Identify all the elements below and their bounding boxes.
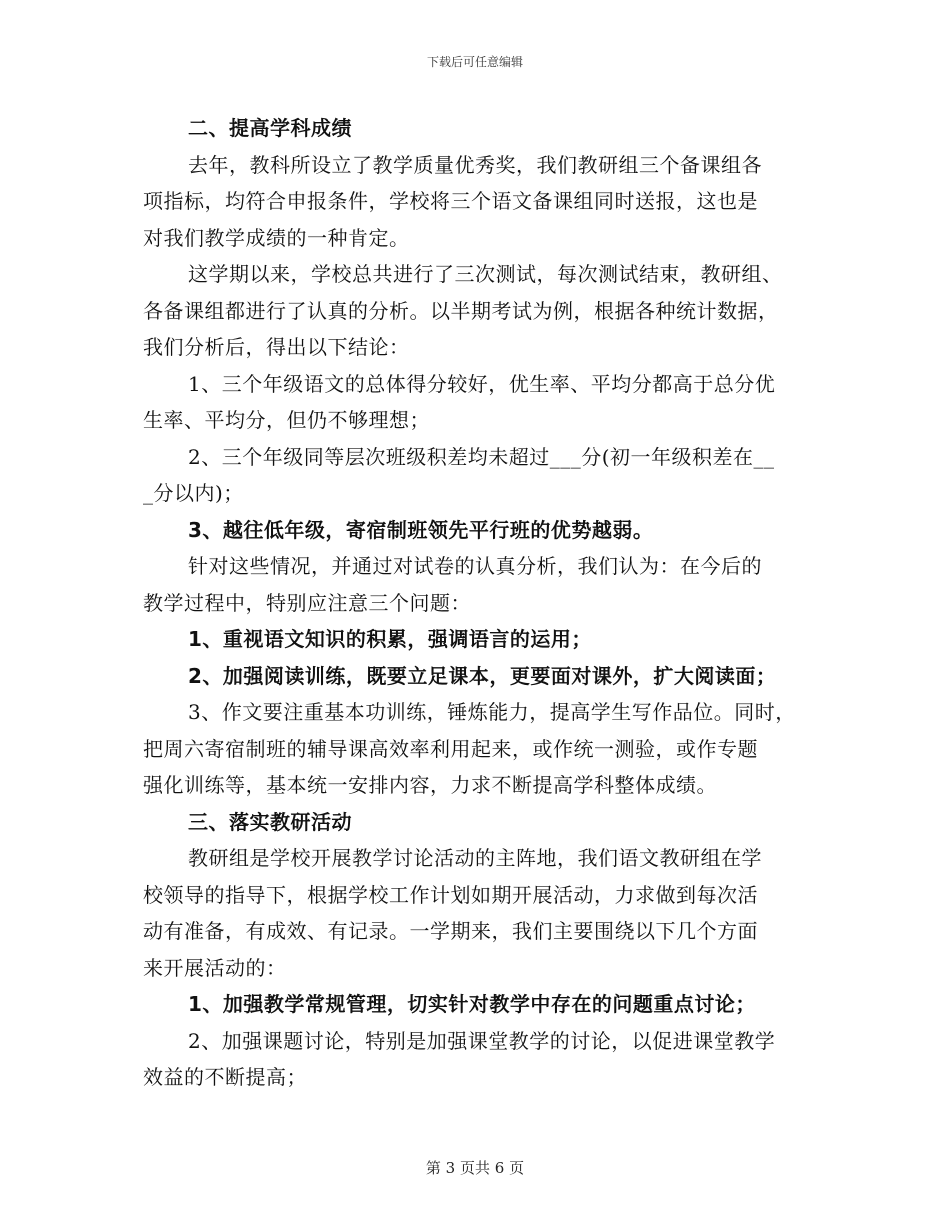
list-item-line: 把周六寄宿制班的辅导课高效率利用起来，或作统一测验，或作专题 xyxy=(143,736,758,761)
paragraph-line: 我们分析后，得出以下结论： xyxy=(143,335,410,359)
section-heading: 二、提高学科成绩 xyxy=(188,116,352,140)
paragraph-line: 针对这些情况，并通过对试卷的认真分析，我们认为：在今后的 xyxy=(188,554,762,578)
list-item-line-bold: 2、加强阅读训练，既要立足课本，更要面对课外，扩大阅读面； xyxy=(188,663,777,688)
list-item-line: 效益的不断提高； xyxy=(143,1065,307,1089)
list-item-line: 3、作文要注重基本功训练，锤炼能力，提高学生写作品位。同时， xyxy=(188,700,796,724)
list-item-line: 强化训练等，基本统一安排内容，力求不断提高学科整体成绩。 xyxy=(143,773,717,797)
list-item-line-bold: 3、越往低年级，寄宿制班领先平行班的优势越弱。 xyxy=(188,517,654,542)
document-body xyxy=(143,110,808,1096)
paragraph-line: 教研组是学校开展教学讨论活动的主阵地，我们语文教研组在学 xyxy=(188,846,762,870)
paragraph-line: 项指标，均符合申报条件，学校将三个语文备课组同时送报，这也是 xyxy=(143,189,758,213)
list-item-line: 2、加强课题讨论，特别是加强课堂教学的讨论，以促进课堂教学 xyxy=(188,1028,776,1053)
list-item-line: 1、三个年级语文的总体得分较好，优生率、平均分都高于总分优 xyxy=(188,371,776,396)
paragraph-line: 各备课组都进行了认真的分析。以半期考试为例，根据各种统计数据， xyxy=(143,298,779,323)
list-item-line-bold: 1、加强教学常规管理，切实针对教学中存在的问题重点讨论； xyxy=(188,992,756,1016)
paragraph-line: 动有准备，有成效、有记录。一学期来，我们主要围绕以下几个方面 xyxy=(143,919,758,943)
section-heading: 三、落实教研活动 xyxy=(188,809,352,834)
paragraph-line: 教学过程中，特别应注意三个问题： xyxy=(143,590,471,615)
list-item-line: 生率、平均分，但仍不够理想； xyxy=(143,408,430,432)
paragraph-line: 来开展活动的： xyxy=(143,955,287,980)
paragraph-line: 这学期以来，学校总共进行了三次测试，每次测试结束，教研组、 xyxy=(188,262,783,286)
header-note: 下载后可任意编辑 xyxy=(426,55,523,69)
list-item-line: _分以内)； xyxy=(143,481,244,505)
paragraph-line: 去年，教科所设立了教学质量优秀奖，我们教研组三个备课组各 xyxy=(188,152,762,177)
list-item-line-bold: 1、重视语文知识的积累，强调语言的运用； xyxy=(188,627,592,651)
paragraph-line: 校领导的指导下，根据学校工作计划如期开展活动，力求做到每次活 xyxy=(143,882,758,907)
page-number: 第 3 页共 6 页 xyxy=(425,1159,525,1177)
list-item-line: 2、三个年级同等层次班级积差均未超过___分(初一年级积差在__ xyxy=(188,444,775,469)
paragraph-line: 对我们教学成绩的一种肯定。 xyxy=(143,225,410,250)
